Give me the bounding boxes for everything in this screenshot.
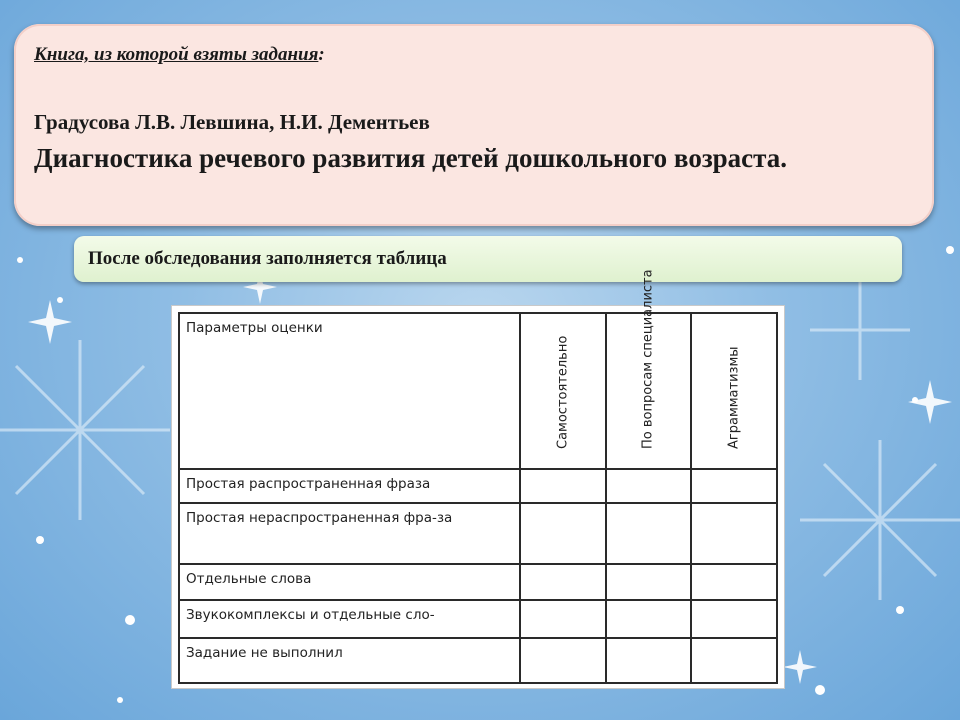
row-label: Звукокомплексы и отдельные сло- [179,600,520,638]
table-cell [606,600,692,638]
assessment-table-image [172,269,784,688]
table-cell [520,600,606,638]
row-label: Задание не выполнил [179,638,520,683]
table-cell [606,503,692,564]
column-header-cell [520,313,606,469]
book-source-heading [34,44,325,66]
assessment-table [178,269,778,684]
row-label: Простая распространенная фраза [179,469,520,503]
column-header-cell [691,313,777,469]
table-cell [606,564,692,600]
table-cell [606,638,692,683]
table-cell [520,503,606,564]
column-header-cell [606,269,692,469]
column-header-independent: Самостоятельно [555,335,571,449]
book-title: Диагностика речевого развития детей дошкольного возраста. [34,143,788,173]
table-cell [520,469,606,503]
column-header-agrammatisms: Аграмматизмы [726,346,742,449]
book-authors: Градусова Л.В. Левшина, Н.И. Дементьев [34,110,430,134]
param-header: Параметры оценки [186,320,323,336]
table-cell [691,564,777,600]
column-header-specialist-questions: По вопросам специалиста [640,269,656,449]
table-row [179,503,777,564]
note-banner [74,236,902,282]
table-row [179,638,777,683]
table-cell [606,469,692,503]
table-row [179,564,777,600]
table-cell [691,503,777,564]
table-cell [520,564,606,600]
table-cell [691,638,777,683]
table-cell [691,469,777,503]
param-header-cell [179,313,520,469]
book-source-colon: : [318,44,325,65]
table-row [179,600,777,638]
book-source-label: Книга, из которой взяты задания [34,44,319,65]
table-cell [691,600,777,638]
table-cell [520,638,606,683]
table-row [179,469,777,503]
row-label: Простая нераспространенная фра-за [179,503,520,564]
note-text: После обследования заполняется таблица [88,248,447,269]
row-label: Отдельные слова [179,564,520,600]
